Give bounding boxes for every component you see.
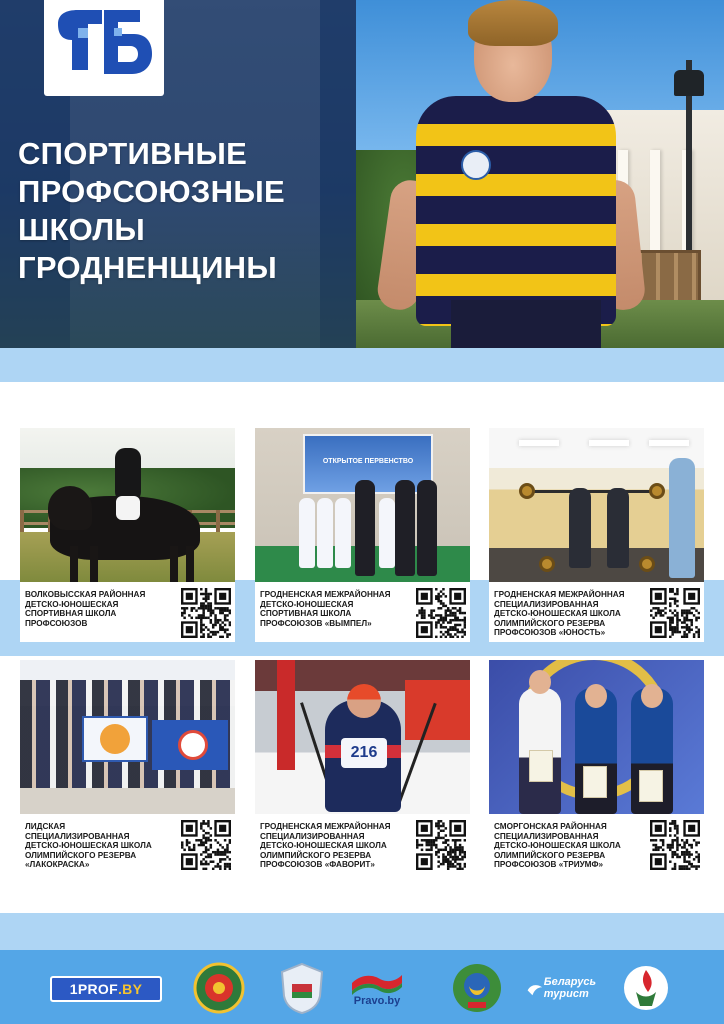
school-name: ГРОДНЕНСКАЯ МЕЖРАЙОННАЯ СПЕЦИАЛИЗИРОВАННАЯ ДЕТСКО-ЮНОШЕСКАЯ ШКОЛА ОЛИМПИЙСКОГО РЕЗЕРВА ПРОФСОЮЗОВ «ЮНОСТЬ»	[494, 590, 625, 638]
weightlifting-photo	[489, 428, 704, 582]
team-with-flags-photo	[20, 660, 235, 814]
blue-band-bottom	[0, 913, 724, 950]
hero-banner	[0, 0, 724, 348]
title-line: ГРОДНЕНЩИНЫ	[18, 250, 277, 285]
school-name: ВОЛКОВЫССКАЯ РАЙОННАЯ ДЕТСКО-ЮНОШЕСКАЯ СПОРТИВНАЯ ШКОЛА ПРОФСОЮЗОВ	[25, 590, 146, 628]
school-card	[489, 428, 704, 642]
qr-code-icon[interactable]	[181, 588, 231, 638]
title-line: ШКОЛЫ	[18, 212, 146, 247]
title-line: ПРОФСОЮЗНЫЕ	[18, 174, 285, 209]
qr-code-icon[interactable]	[650, 588, 700, 638]
fpb-logo-icon	[44, 0, 164, 96]
youth-logo[interactable]	[620, 962, 672, 1014]
school-name: ЛИДСКАЯ СПЕЦИАЛИЗИРОВАННАЯ ДЕТСКО-ЮНОШЕСКАЯ ШКОЛА ОЛИМПИЙСКОГО РЕЗЕРВА «ЛАКОКРАСКА»	[25, 822, 152, 870]
school-card	[489, 660, 704, 874]
biathlon-photo	[255, 660, 470, 814]
street-lamp-head	[674, 70, 704, 96]
school-card	[20, 428, 235, 642]
school-name: СМОРГОНСКАЯ РАЙОННАЯ СПЕЦИАЛИЗИРОВАННАЯ ДЕТСКО-ЮНОШЕСКАЯ ШКОЛА ОЛИМПИЙСКОГО РЕЗЕРВА ПРОФСОЮЗОВ «ТРИУМФ»	[494, 822, 621, 870]
school-name: ГРОДНЕНСКАЯ МЕЖРАЙОННАЯ ДЕТСКО-ЮНОШЕСКАЯ СПОРТИВНАЯ ШКОЛА ПРОФСОЮЗОВ «ВЫМПЕЛ»	[260, 590, 391, 628]
athletics-medals-photo	[489, 660, 704, 814]
pravo-logo[interactable]	[348, 962, 406, 1014]
banner-caption: ОТКРЫТОЕ ПЕРВЕНСТВО	[322, 458, 414, 465]
1prof-text: 1PROF	[69, 981, 118, 997]
shirt-badge-icon	[461, 150, 491, 180]
torch-icon	[622, 962, 670, 1014]
blue-band-top	[0, 348, 724, 382]
1prof-logo[interactable]	[50, 976, 162, 1002]
qr-code-icon[interactable]	[650, 820, 700, 870]
belarus-turist-logo[interactable]	[526, 962, 596, 1014]
qr-code-icon[interactable]	[416, 820, 466, 870]
school-card	[20, 660, 235, 874]
fpb-logo	[44, 0, 164, 96]
bib-number: 216	[341, 738, 387, 768]
sports-emblem-icon	[193, 962, 245, 1014]
belarus-emblem[interactable]	[450, 962, 504, 1014]
boy-striped-shirt	[416, 96, 616, 326]
school-name: ГРОДНЕНСКАЯ МЕЖРАЙОННАЯ СПЕЦИАЛИЗИРОВАННАЯ ДЕТСКО-ЮНОШЕСКАЯ ШКОЛА ОЛИМПИЙСКОГО РЕЗЕРВА ПРОФСОЮЗОВ «ФАВОРИТ»	[260, 822, 391, 870]
hero-right-photo	[356, 0, 724, 348]
qr-code-icon[interactable]	[181, 820, 231, 870]
qr-code-icon[interactable]	[416, 588, 466, 638]
emblem-sports-logo[interactable]	[193, 962, 245, 1014]
boy-shorts	[451, 300, 601, 348]
title-line: СПОРТИВНЫЕ	[18, 136, 248, 171]
turist-text: Беларусь турист	[543, 976, 596, 1000]
turist-wave-icon	[526, 977, 544, 999]
1prof-domain: .BY	[117, 981, 143, 997]
shield-icon	[278, 962, 326, 1014]
school-card	[255, 428, 470, 642]
karate-team-photo	[255, 428, 470, 582]
pravo-flag-icon	[350, 969, 404, 995]
state-emblem-icon	[451, 962, 503, 1014]
shield-logo[interactable]	[276, 962, 328, 1014]
boy-hair	[468, 0, 558, 46]
school-card	[255, 660, 470, 874]
pravo-text: Pravo.by	[353, 995, 401, 1007]
page-title	[18, 135, 348, 287]
equestrian-photo	[20, 428, 235, 582]
